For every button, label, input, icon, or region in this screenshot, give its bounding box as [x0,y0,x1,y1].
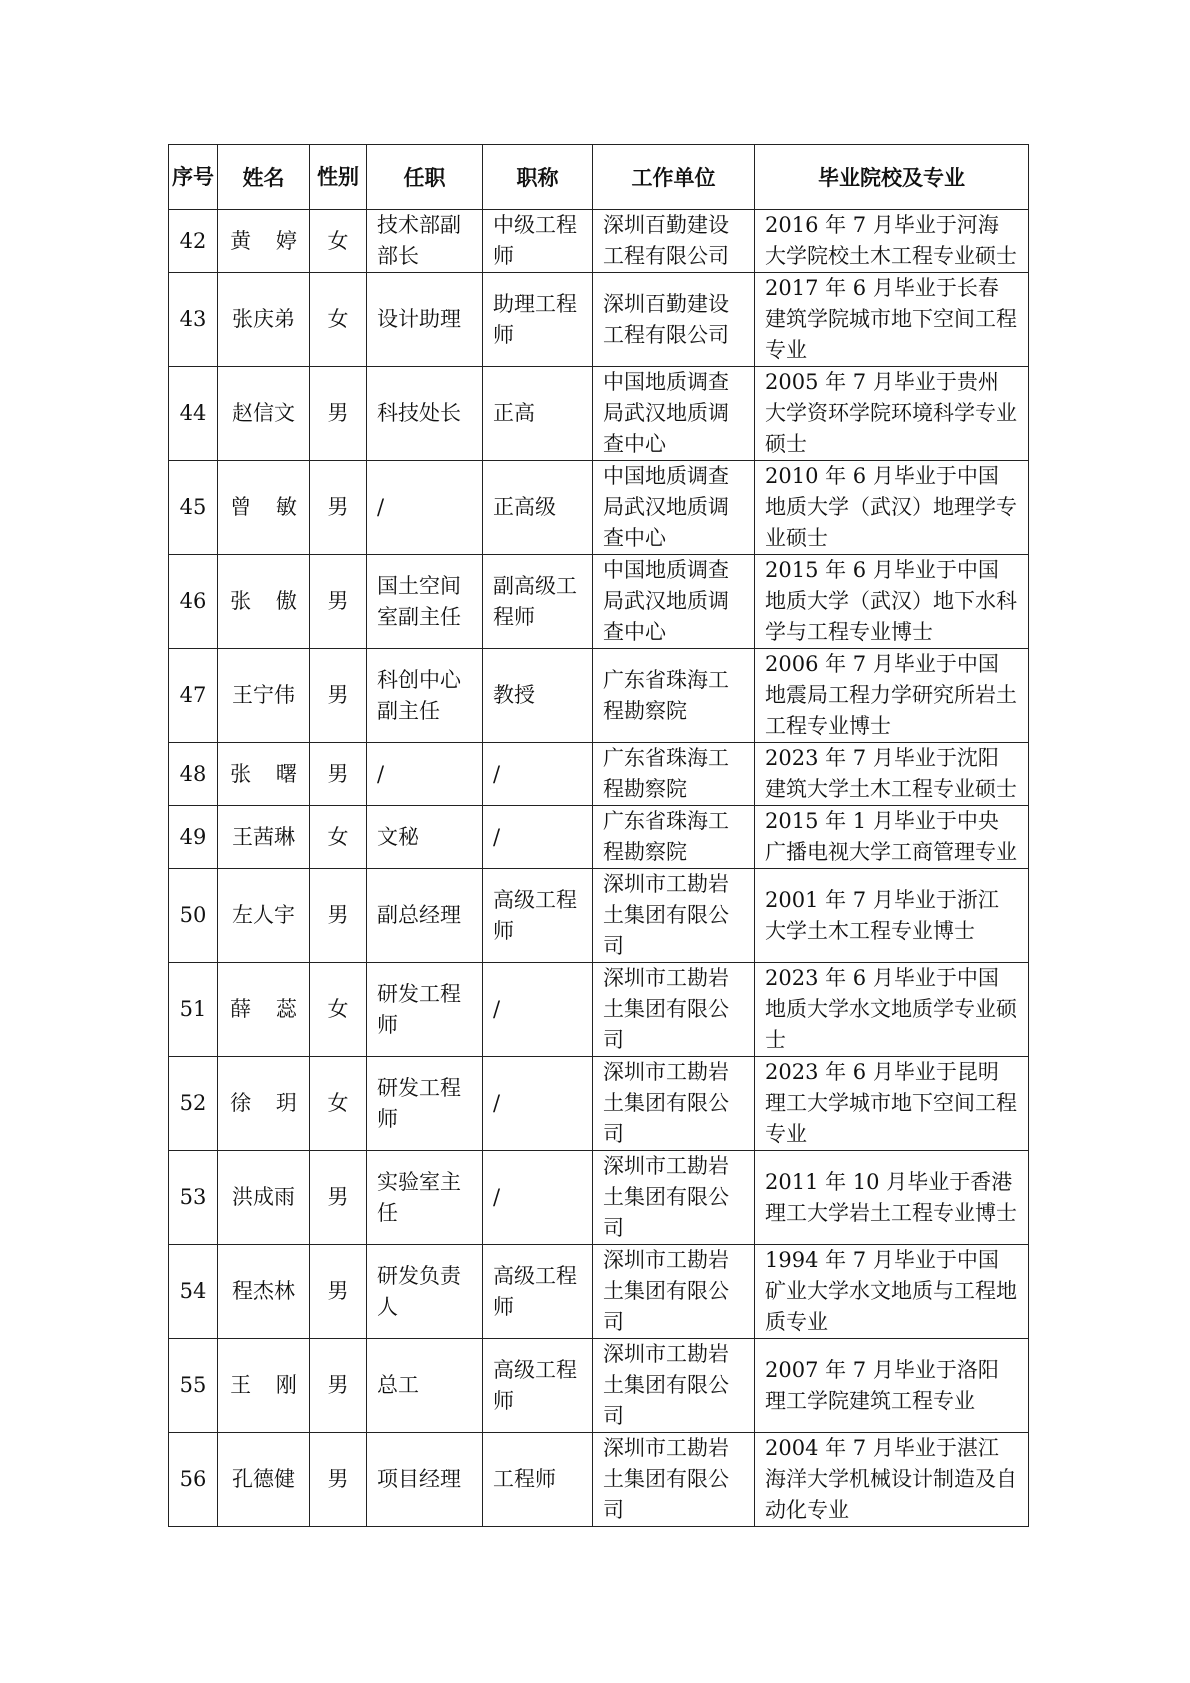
cell-gender: 女 [310,210,367,273]
cell-gender: 男 [310,649,367,743]
cell-title: / [483,1151,593,1245]
header-position: 任职 [367,145,483,210]
cell-education: 2007 年 7 月毕业于洛阳理工学院建筑工程专业 [755,1339,1029,1433]
cell-name: 薛 蕊 [218,963,310,1057]
cell-employer: 深圳市工勘岩土集团有限公司 [593,869,755,963]
cell-position: 实验室主任 [367,1151,483,1245]
table-row [169,1245,1029,1339]
cell-gender: 男 [310,555,367,649]
cell-gender: 男 [310,461,367,555]
header-title: 职称 [483,145,593,210]
cell-gender: 男 [310,367,367,461]
cell-education: 1994 年 7 月毕业于中国矿业大学水文地质与工程地质专业 [755,1245,1029,1339]
cell-position: 技术部副部长 [367,210,483,273]
cell-employer: 深圳市工勘岩土集团有限公司 [593,963,755,1057]
cell-position: 科技处长 [367,367,483,461]
cell-title: / [483,963,593,1057]
cell-title: 工程师 [483,1433,593,1527]
cell-gender: 男 [310,869,367,963]
cell-name: 曾 敏 [218,461,310,555]
cell-seq: 49 [169,806,218,869]
cell-seq: 46 [169,555,218,649]
cell-title: 高级工程师 [483,1339,593,1433]
cell-education: 2004 年 7 月毕业于湛江海洋大学机械设计制造及自动化专业 [755,1433,1029,1527]
cell-position: 副总经理 [367,869,483,963]
cell-gender: 女 [310,963,367,1057]
cell-title: 助理工程师 [483,273,593,367]
cell-name: 程杰林 [218,1245,310,1339]
cell-position: 研发负责人 [367,1245,483,1339]
cell-name: 王茜琳 [218,806,310,869]
cell-name: 王宁伟 [218,649,310,743]
header-seq: 序号 [169,145,218,210]
cell-position: / [367,743,483,806]
cell-seq: 51 [169,963,218,1057]
table-body [169,210,1029,1527]
cell-position: / [367,461,483,555]
table-row [169,1339,1029,1433]
cell-seq: 50 [169,869,218,963]
cell-seq: 42 [169,210,218,273]
cell-gender: 男 [310,1339,367,1433]
cell-name: 张 曙 [218,743,310,806]
cell-gender: 女 [310,273,367,367]
cell-employer: 深圳市工勘岩土集团有限公司 [593,1245,755,1339]
cell-education: 2015 年 1 月毕业于中央广播电视大学工商管理专业 [755,806,1029,869]
cell-title: 高级工程师 [483,1245,593,1339]
cell-position: 文秘 [367,806,483,869]
table-row [169,649,1029,743]
table-row [169,1057,1029,1151]
table-row [169,555,1029,649]
cell-seq: 55 [169,1339,218,1433]
cell-employer: 深圳百勤建设工程有限公司 [593,273,755,367]
cell-name: 王 刚 [218,1339,310,1433]
cell-gender: 男 [310,1245,367,1339]
cell-seq: 56 [169,1433,218,1527]
cell-employer: 深圳市工勘岩土集团有限公司 [593,1339,755,1433]
cell-name: 张庆弟 [218,273,310,367]
cell-education: 2006 年 7 月毕业于中国地震局工程力学研究所岩土工程专业博士 [755,649,1029,743]
cell-seq: 54 [169,1245,218,1339]
cell-title: / [483,743,593,806]
header-name: 姓名 [218,145,310,210]
cell-employer: 中国地质调查局武汉地质调查中心 [593,367,755,461]
cell-education: 2017 年 6 月毕业于长春建筑学院城市地下空间工程专业 [755,273,1029,367]
cell-employer: 深圳市工勘岩土集团有限公司 [593,1151,755,1245]
cell-education: 2015 年 6 月毕业于中国地质大学（武汉）地下水科学与工程专业博士 [755,555,1029,649]
cell-title: 教授 [483,649,593,743]
cell-gender: 女 [310,806,367,869]
cell-seq: 44 [169,367,218,461]
cell-title: 高级工程师 [483,869,593,963]
cell-education: 2005 年 7 月毕业于贵州大学资环学院环境科学专业硕士 [755,367,1029,461]
table-row [169,806,1029,869]
cell-education: 2023 年 6 月毕业于中国地质大学水文地质学专业硕士 [755,963,1029,1057]
table-row [169,743,1029,806]
cell-name: 张 傲 [218,555,310,649]
cell-employer: 广东省珠海工程勘察院 [593,649,755,743]
cell-education: 2016 年 7 月毕业于河海大学院校土木工程专业硕士 [755,210,1029,273]
cell-employer: 中国地质调查局武汉地质调查中心 [593,555,755,649]
cell-position: 研发工程师 [367,963,483,1057]
header-row [169,145,1029,210]
cell-position: 总工 [367,1339,483,1433]
table-row [169,1151,1029,1245]
cell-title: / [483,1057,593,1151]
cell-title: 正高级 [483,461,593,555]
table-row [169,461,1029,555]
cell-position: 国土空间室副主任 [367,555,483,649]
cell-education: 2023 年 6 月毕业于昆明理工大学城市地下空间工程专业 [755,1057,1029,1151]
cell-title: / [483,806,593,869]
cell-seq: 52 [169,1057,218,1151]
cell-employer: 广东省珠海工程勘察院 [593,743,755,806]
cell-gender: 男 [310,1151,367,1245]
table-row [169,210,1029,273]
cell-position: 项目经理 [367,1433,483,1527]
table-row [169,869,1029,963]
cell-employer: 中国地质调查局武汉地质调查中心 [593,461,755,555]
staff-table [168,144,1029,1527]
table-row [169,367,1029,461]
cell-gender: 女 [310,1057,367,1151]
cell-title: 正高 [483,367,593,461]
cell-title: 中级工程师 [483,210,593,273]
table-row [169,273,1029,367]
cell-gender: 男 [310,743,367,806]
cell-seq: 45 [169,461,218,555]
cell-education: 2023 年 7 月毕业于沈阳建筑大学土木工程专业硕士 [755,743,1029,806]
cell-education: 2010 年 6 月毕业于中国地质大学（武汉）地理学专业硕士 [755,461,1029,555]
cell-name: 黄 婷 [218,210,310,273]
cell-education: 2001 年 7 月毕业于浙江大学土木工程专业博士 [755,869,1029,963]
cell-title: 副高级工程师 [483,555,593,649]
cell-education: 2011 年 10 月毕业于香港理工大学岩土工程专业博士 [755,1151,1029,1245]
cell-name: 徐 玥 [218,1057,310,1151]
cell-position: 设计助理 [367,273,483,367]
cell-name: 左人宇 [218,869,310,963]
cell-employer: 广东省珠海工程勘察院 [593,806,755,869]
cell-name: 洪成雨 [218,1151,310,1245]
cell-seq: 53 [169,1151,218,1245]
table-row [169,963,1029,1057]
header-education: 毕业院校及专业 [755,145,1029,210]
cell-seq: 47 [169,649,218,743]
cell-employer: 深圳百勤建设工程有限公司 [593,210,755,273]
cell-name: 孔德健 [218,1433,310,1527]
cell-employer: 深圳市工勘岩土集团有限公司 [593,1057,755,1151]
cell-seq: 48 [169,743,218,806]
cell-position: 研发工程师 [367,1057,483,1151]
header-employer: 工作单位 [593,145,755,210]
table-row [169,1433,1029,1527]
cell-gender: 男 [310,1433,367,1527]
header-gender: 性别 [310,145,367,210]
cell-position: 科创中心副主任 [367,649,483,743]
cell-seq: 43 [169,273,218,367]
cell-employer: 深圳市工勘岩土集团有限公司 [593,1433,755,1527]
cell-name: 赵信文 [218,367,310,461]
